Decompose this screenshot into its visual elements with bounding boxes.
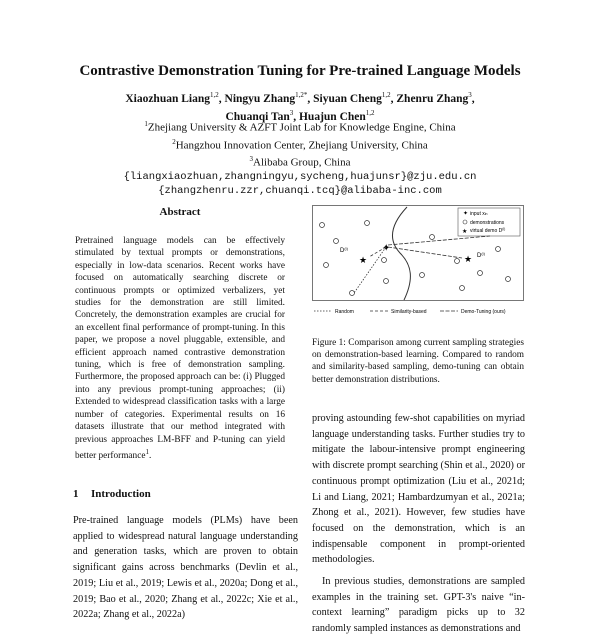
affiliation-text: Zhejiang University & AZFT Joint Lab for Knowledge Engine, China: [147, 121, 456, 134]
demo-point: [320, 223, 325, 228]
paper-title: Contrastive Demonstration Tuning for Pre-trained Language Models: [79, 63, 521, 79]
paragraph: proving astounding few-shot capabilities on myriad language understanding tasks. Further studies try to mitigate the labour-intensive prompt engineering with discrete prompt searching (Shin et al., 2020) or continuous prompt optimization (Liu et al., 2021d; Li and Liang, 2021; Hambardzumyan et al., 2021a; Zhong et al., 2021). However, few studies have focused on the demonstration, which is an indispensable component in prompt-oriented methodologies.: [312, 413, 525, 566]
section-heading: [73, 488, 151, 500]
author-name: Zhenru Zhang: [396, 92, 469, 105]
sampling-arrows: [354, 236, 490, 293]
author-name: Siyuan Cheng: [313, 92, 382, 105]
legend-demos: demonstrations: [470, 220, 505, 226]
demo-point: [334, 239, 339, 244]
author-sup: 1,2*: [295, 91, 308, 99]
affiliation: [0, 152, 600, 170]
abstract-text: Pretrained language models can be effectively stimulated by textual prompts or demonstrations, especially in low-data scenarios. Recent works have focused on automatically searching discrete or continuous prompts or optimized verbalizers, yet studies for the demonstration are still limited. Concretely, the demonstration examples are crucial for an excellent final performance of prompt-tuning. In this paper, we propose a novel pluggable, extensible, and efficient approach named contrastive demonstration tuning, which is free of demonstration sampling. Furthermore, the proposed approach can be: (i) Plugged into any previous prompt-tuning approaches; (ii) Extended to widespread classification tasks with a large number of categories. Experimental results on 16 datasets illustrate that our method integrated with previous approaches LM-BFF and P-tuning can yield better performance: [75, 236, 285, 461]
figure-diagram: [312, 205, 524, 317]
affiliation-sup: 3: [249, 155, 254, 164]
footnote-mark[interactable]: 1: [145, 447, 149, 456]
virtual-demo-star-icon: ★: [359, 255, 368, 265]
demo-point: [478, 271, 483, 276]
demo-point: [365, 221, 370, 226]
author-sup: 1,2: [381, 91, 391, 99]
demo-point: [384, 279, 389, 284]
decision-boundary: [393, 207, 411, 300]
email-line[interactable]: {zhangzhenru.zzr,chuanqi.tcq}@alibaba-inc.com: [158, 184, 442, 197]
abstract-heading: Abstract: [159, 206, 201, 218]
author-sup: 3: [289, 108, 294, 117]
affiliation: [0, 117, 600, 135]
affiliation-text: Alibaba Group, China: [253, 156, 351, 169]
virtual-demo-label: $D^{(i)}$: [477, 251, 485, 259]
virtual-demo-label: $D^{(i)}$: [340, 246, 348, 254]
email-line[interactable]: {liangxiaozhuan,zhangningyu,sycheng,huajunsr}@zju.edu.cn: [123, 170, 477, 183]
arrow-legend-demo-tuning: Demo-Tuning (ours): [461, 309, 506, 315]
section-number: 1: [73, 488, 79, 500]
figure-1: [312, 205, 524, 317]
legend-star-icon: ✦: [463, 211, 469, 217]
right-column-body: [312, 411, 525, 637]
legend-virtual: virtual demo $D^{(i)}$: [470, 227, 506, 234]
demo-point: [324, 263, 329, 268]
author-name: Ningyu Zhang: [224, 92, 296, 105]
demo-point: [496, 247, 501, 252]
author-name: Chuanqi Tan: [225, 110, 290, 123]
demo-point: [455, 259, 460, 264]
arrow-legend-similarity: Similarity-based: [391, 309, 427, 315]
affiliation-sup: 1: [144, 120, 148, 128]
intro-body: Pre-trained language models (PLMs) have been applied to widespread natural language understanding and generation tasks, which are proven to obtain significant gains across benchmarks (Devlin et al., 2019; Liu et al., 2019; Lewis et al., 2020a; Dong et al., 2019; Bao et al., 2020; Zhang et al., 2022c; Xie et al., 2022a; Zhang et al., 2022a): [73, 515, 298, 621]
figure-caption: Figure 1: Comparison among current sampling strategies on demonstration-based learning. Compared to random and similarity-based sampling, demo-tuning can obtain better demonstration distributions.: [312, 338, 524, 385]
author-line-1: Xiaozhuan Liang$^{1,2}$, Ningyu Zhang$^{1,2*}$, Siyuan Cheng$^{1,2}$, Zhenru Zhang$^3$,: [125, 91, 475, 105]
demo-point: [430, 235, 435, 240]
author-sup: 1,2: [210, 91, 219, 99]
author-name: Xiaozhuan Liang: [125, 92, 211, 105]
section-title: Introduction: [91, 488, 151, 500]
demo-point: [382, 258, 387, 263]
demo-point: [460, 286, 465, 291]
input-star-icon: ✦: [382, 243, 391, 254]
demo-point: [506, 277, 511, 282]
affiliation-sup: 2: [172, 137, 176, 146]
legend-circle-icon: [463, 220, 467, 224]
author-sup: 3: [468, 91, 472, 99]
legend-input: input xin: [470, 211, 488, 217]
demo-point: [350, 291, 355, 296]
affiliation-text: Hangzhou Innovation Center, Zhejiang University, China: [175, 139, 428, 152]
paragraph: In previous studies, demonstrations are sampled examples in the training set. GPT-3's naive “in-context learning” paradigm picks up to 32 randomly sampled instances as demonstrations and: [312, 576, 525, 635]
author-sup: 1,2: [365, 108, 375, 117]
affiliation: [0, 135, 600, 153]
demo-point: [420, 273, 425, 278]
author-name: Huajun Chen: [298, 110, 366, 123]
virtual-demo-star-icon: ★: [464, 254, 473, 264]
affiliations: [0, 117, 600, 198]
legend-virtual-star-icon: ★: [462, 229, 468, 235]
abstract-body: Pretrained language models can be effectively stimulated by textual prompts or demonstrations, especially in low-data scenarios. Recent works have focused on automatically searching discrete or continuous prompts or optimized verbalizers, yet studies for the demonstration are still limited. Concretely, the demonstration examples are crucial for an excellent final performance of prompt-tuning. In this paper, we propose a novel pluggable, extensible, and efficient approach named contrastive demonstration tuning, which is free of demonstration sampling. Furthermore, the proposed approach can be: (i) Plugged into any previous prompt-tuning approaches; (ii) Extended to widespread classification tasks with a large number of categories. Experimental results on 16 datasets illustrate that our method integrated with previous approaches LM-BFF and P-tuning can yield better performance$^1$.: [75, 236, 285, 461]
demo-tuning-arrow: [388, 236, 490, 245]
arrow-legend-random: Random: [335, 309, 354, 315]
author-line-2: Chuanqi Tan$^3$, Huajun Chen$^{1,2}$: [225, 108, 375, 123]
